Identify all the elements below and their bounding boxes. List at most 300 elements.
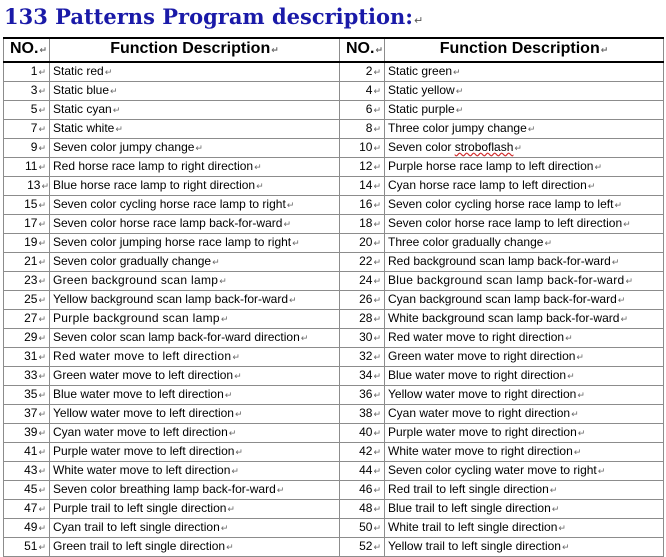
pattern-number-cell [4,158,50,177]
pattern-description-cell [385,272,664,291]
pattern-number: 14 [359,178,373,192]
pattern-description: Seven color gradually change [53,254,212,268]
pattern-number: 50 [359,520,373,534]
paragraph-mark-icon: ↵ [38,239,46,249]
paragraph-mark-icon: ↵ [283,220,291,230]
table-row [4,367,664,386]
paragraph-mark-icon: ↵ [38,144,46,154]
paragraph-mark-icon: ↵ [38,486,46,496]
table-row [4,386,664,405]
pattern-description-cell [50,101,340,120]
pattern-description: Seven color jumping horse race lamp to right [53,235,292,249]
paragraph-mark-icon: ↵ [220,524,229,534]
pattern-number: 10 [359,140,373,154]
pattern-number-cell [340,253,385,272]
pattern-description: Green water move to right direction [388,349,576,363]
pattern-number-cell [4,215,50,234]
pattern-description-cell [50,481,340,500]
title-text: 133 Patterns Program description: [4,4,414,29]
pattern-number-cell [340,234,385,253]
pattern-description-cell [385,367,664,386]
pattern-number: 51 [24,539,38,553]
pattern-number: 30 [359,330,373,344]
paragraph-mark-icon: ↵ [38,87,46,97]
pattern-number-cell [4,367,50,386]
pattern-number-cell [4,443,50,462]
pattern-description: Purple water move to right direction [388,425,577,439]
pattern-description-cell [50,82,340,101]
pattern-number: 3 [30,83,38,97]
pattern-number-cell [4,82,50,101]
paragraph-mark-icon: ↵ [561,543,570,553]
paragraph-mark-icon: ↵ [623,220,631,230]
paragraph-mark-icon: ↵ [195,144,203,154]
pattern-number-cell [4,329,50,348]
pattern-number: 1 [30,64,38,78]
pattern-description: White water move to left direction [53,463,231,477]
pattern-number-cell [340,101,385,120]
pattern-description: Yellow water move to right direction [388,387,577,401]
pattern-number: 15 [24,197,38,211]
pattern-description-cell [385,519,664,538]
pattern-description: Blue background scan lamp back-for-ward [388,273,625,287]
paragraph-mark-icon: ↵ [373,467,381,477]
paragraph-mark-icon: ↵ [455,106,464,116]
paragraph-mark-icon: ↵ [375,46,383,56]
paragraph-mark-icon: ↵ [414,14,424,27]
pattern-number: 36 [359,387,373,401]
paragraph-mark-icon: ↵ [373,87,381,97]
pattern-description-cell [385,139,664,158]
pattern-description-cell [50,405,340,424]
pattern-number-cell [4,196,50,215]
pattern-description-cell [50,443,340,462]
paragraph-mark-icon: ↵ [373,144,381,154]
paragraph-mark-icon: ↵ [38,505,46,515]
paragraph-mark-icon: ↵ [614,201,622,211]
paragraph-mark-icon: ↵ [373,372,381,382]
paragraph-mark-icon: ↵ [558,524,566,534]
paragraph-mark-icon: ↵ [38,296,46,306]
pattern-description-cell [385,253,664,272]
pattern-description: Seven color scan lamp back-for-ward direction [53,330,300,344]
table-row [4,310,664,329]
paragraph-mark-icon: ↵ [565,334,573,344]
pattern-description-cell [385,538,664,557]
paragraph-mark-icon: ↵ [234,410,243,420]
paragraph-mark-icon: ↵ [227,505,235,515]
pattern-number-cell [340,82,385,101]
pattern-description: Green water move to left direction [53,368,234,382]
pattern-number-cell [4,291,50,310]
pattern-number: 9 [30,140,38,154]
pattern-description-cell [385,462,664,481]
pattern-description: Red water move to right direction [388,330,565,344]
paragraph-mark-icon: ↵ [38,448,46,458]
pattern-description: Purple water move to left direction [53,444,235,458]
table-row [4,234,664,253]
pattern-number-cell [340,424,385,443]
paragraph-mark-icon: ↵ [38,372,46,382]
paragraph-mark-icon: ↵ [551,505,560,515]
pattern-number: 47 [24,501,38,515]
pattern-number-cell [4,62,50,82]
pattern-description-cell [50,424,340,443]
paragraph-mark-icon: ↵ [544,239,552,249]
pattern-number-cell [340,215,385,234]
paragraph-mark-icon: ↵ [573,448,582,458]
pattern-description-cell [50,139,340,158]
pattern-number: 52 [359,539,373,553]
pattern-description-cell [385,348,664,367]
pattern-description: Three color jumpy change [388,121,527,135]
pattern-number: 27 [24,311,38,325]
pattern-description: Static yellow [388,83,455,97]
paragraph-mark-icon: ↵ [625,277,634,287]
pattern-description-cell [50,367,340,386]
pattern-number: 49 [24,520,38,534]
pattern-description-cell [50,234,340,253]
paragraph-mark-icon: ↵ [38,543,46,553]
pattern-number: 41 [24,444,38,458]
pattern-description: Static cyan [53,102,112,116]
pattern-description: Seven color jumpy change [53,140,195,154]
pattern-number: 35 [24,387,38,401]
paragraph-mark-icon: ↵ [228,429,237,439]
pattern-number-cell [340,348,385,367]
pattern-number: 2 [365,64,373,78]
pattern-number: 12 [359,159,373,173]
pattern-number: 11 [24,159,38,173]
paragraph-mark-icon: ↵ [577,429,586,439]
pattern-number: 32 [359,349,373,363]
paragraph-mark-icon: ↵ [38,353,46,363]
pattern-number-cell [4,424,50,443]
pattern-description: Cyan trail to left single direction [53,520,220,534]
paragraph-mark-icon: ↵ [39,46,47,56]
paragraph-mark-icon: ↵ [38,391,46,401]
pattern-description: Static blue [53,83,110,97]
pattern-number-cell [340,500,385,519]
pattern-description-cell [385,443,664,462]
paragraph-mark-icon: ↵ [373,239,381,249]
paragraph-mark-icon: ↵ [38,68,46,78]
paragraph-mark-icon: ↵ [38,334,46,344]
paragraph-mark-icon: ↵ [289,296,297,306]
pattern-description: Seven color breathing lamp back-for-ward [53,482,276,496]
paragraph-mark-icon: ↵ [373,391,381,401]
table-row [4,538,664,557]
paragraph-mark-icon: ↵ [453,68,461,78]
table-row [4,82,664,101]
paragraph-mark-icon: ↵ [373,448,381,458]
pattern-number-cell [4,348,50,367]
table-body [4,62,664,557]
pattern-number: 26 [359,292,373,306]
table-row [4,215,664,234]
pattern-description: Blue horse race lamp to right direction [53,178,256,192]
pattern-description-cell [385,196,664,215]
paragraph-mark-icon: ↵ [232,353,241,363]
table-row [4,519,664,538]
paragraph-mark-icon: ↵ [38,258,46,268]
paragraph-mark-icon: ↵ [620,315,628,325]
pattern-description-cell [385,424,664,443]
pattern-description-cell [50,196,340,215]
pattern-description-cell [50,291,340,310]
pattern-description: White water move to right direction [388,444,573,458]
pattern-description-cell [385,62,664,82]
pattern-number-cell [4,519,50,538]
pattern-description-cell [50,177,340,196]
paragraph-mark-icon: ↵ [38,125,46,135]
pattern-description-cell [385,329,664,348]
paragraph-mark-icon: ↵ [373,353,381,363]
pattern-number: 13 [27,178,41,192]
paragraph-mark-icon: ↵ [41,182,49,192]
paragraph-mark-icon: ↵ [224,391,233,401]
header-function-left: Function Description↵ [50,38,340,62]
paragraph-mark-icon: ↵ [38,220,46,230]
pattern-description: Red background scan lamp back-for-ward [388,254,611,268]
pattern-number-cell [4,234,50,253]
pattern-number: 28 [359,311,373,325]
pattern-number-cell [4,177,50,196]
pattern-description: Static red [53,64,104,78]
pattern-description: Cyan water move to right direction [388,406,571,420]
pattern-number-cell [4,272,50,291]
paragraph-mark-icon: ↵ [577,391,585,401]
paragraph-mark-icon: ↵ [271,46,279,56]
pattern-number-cell [4,462,50,481]
paragraph-mark-icon: ↵ [373,258,381,268]
pattern-number-cell [4,500,50,519]
paragraph-mark-icon: ↵ [600,46,609,56]
pattern-description-cell [50,538,340,557]
paragraph-mark-icon: ↵ [38,410,46,420]
paragraph-mark-icon: ↵ [373,163,381,173]
pattern-description-cell [385,177,664,196]
pattern-number-cell [4,139,50,158]
pattern-description: Red horse race lamp to right direction [53,159,254,173]
paragraph-mark-icon: ↵ [594,163,602,173]
paragraph-mark-icon: ↵ [300,334,309,344]
pattern-description-cell [385,234,664,253]
pattern-description-cell [385,405,664,424]
pattern-number-cell [340,386,385,405]
pattern-number-cell [340,538,385,557]
pattern-description-cell [50,310,340,329]
header-no-left: NO.↵ [4,38,50,62]
pattern-description: Purple trail to left single direction [53,501,227,515]
pattern-number: 8 [365,121,373,135]
paragraph-mark-icon: ↵ [373,182,381,192]
pattern-number-cell [340,62,385,82]
pattern-number: 29 [24,330,38,344]
pattern-description: Red water move to left direction [53,349,232,363]
paragraph-mark-icon: ↵ [373,334,381,344]
pattern-number: 48 [359,501,373,515]
pattern-description: Red trail to left single direction [388,482,549,496]
paragraph-mark-icon: ↵ [220,315,229,325]
paragraph-mark-icon: ↵ [373,410,381,420]
table-row [4,139,664,158]
pattern-description-cell [50,348,340,367]
paragraph-mark-icon: ↵ [104,68,113,78]
pattern-number: 45 [24,482,38,496]
table-row [4,348,664,367]
pattern-number: 7 [30,121,38,135]
table-row [4,158,664,177]
paragraph-mark-icon: ↵ [617,296,626,306]
pattern-description-cell [50,253,340,272]
paragraph-mark-icon: ↵ [110,87,118,97]
pattern-number-cell [340,329,385,348]
table-row [4,101,664,120]
paragraph-mark-icon: ↵ [611,258,620,268]
pattern-number-cell [340,405,385,424]
paragraph-mark-icon: ↵ [597,467,606,477]
table-row [4,253,664,272]
pattern-number: 20 [359,235,373,249]
table-row [4,291,664,310]
paragraph-mark-icon: ↵ [38,467,46,477]
table-row [4,272,664,291]
paragraph-mark-icon: ↵ [571,410,579,420]
pattern-number: 21 [24,254,38,268]
pattern-number-cell [340,158,385,177]
pattern-number: 17 [24,216,38,230]
pattern-number: 4 [365,83,373,97]
pattern-description: Yellow trail to left single direction [388,539,561,553]
paragraph-mark-icon: ↵ [576,353,584,363]
pattern-description: White trail to left single direction [388,520,558,534]
paragraph-mark-icon: ↵ [549,486,558,496]
paragraph-mark-icon: ↵ [256,182,264,192]
table-row [4,481,664,500]
pattern-description-cell [385,215,664,234]
table-row [4,62,664,82]
pattern-number: 16 [359,197,373,211]
pattern-description: Cyan water move to left direction [53,425,228,439]
pattern-number-cell [340,519,385,538]
pattern-description-cell [385,158,664,177]
pattern-description-cell [385,82,664,101]
pattern-description: Cyan horse race lamp to left direction [388,178,587,192]
paragraph-mark-icon: ↵ [455,87,464,97]
header-no-right: NO.↵ [340,38,385,62]
pattern-description: Yellow water move to left direction [53,406,234,420]
paragraph-mark-icon: ↵ [373,315,381,325]
pattern-description-cell [385,101,664,120]
pattern-description: Seven color cycling horse race lamp to left [388,197,614,211]
pattern-description: Seven color horse race lamp back-for-ward [53,216,283,230]
pattern-number: 44 [359,463,373,477]
table-row [4,500,664,519]
paragraph-mark-icon: ↵ [38,315,46,325]
pattern-number-cell [4,386,50,405]
pattern-number: 19 [24,235,38,249]
pattern-description: Seven color cycling horse race lamp to right [53,197,286,211]
document-title [4,2,423,32]
pattern-description: Yellow background scan lamp back-for-ward [53,292,289,306]
pattern-number: 24 [359,273,373,287]
paragraph-mark-icon: ↵ [292,239,300,249]
pattern-description: Static green [388,64,453,78]
pattern-number-cell [340,272,385,291]
paragraph-mark-icon: ↵ [254,163,262,173]
paragraph-mark-icon: ↵ [38,163,46,173]
paragraph-mark-icon: ↵ [231,467,239,477]
pattern-description-cell [385,481,664,500]
table-row [4,120,664,139]
paragraph-mark-icon: ↵ [38,106,46,116]
table-row [4,443,664,462]
pattern-number-cell [340,196,385,215]
pattern-description-cell [50,215,340,234]
pattern-number-cell [340,443,385,462]
pattern-number: 23 [24,273,38,287]
pattern-description: Static white [53,121,115,135]
pattern-description-cell [385,310,664,329]
pattern-number-cell [4,538,50,557]
paragraph-mark-icon: ↵ [373,68,381,78]
pattern-number-cell [4,310,50,329]
table-row [4,462,664,481]
header-function-right: Function Description↵ [385,38,664,62]
paragraph-mark-icon: ↵ [373,505,381,515]
pattern-description-cell [50,62,340,82]
paragraph-mark-icon: ↵ [373,486,381,496]
paragraph-mark-icon: ↵ [115,125,123,135]
pattern-number-cell [340,120,385,139]
pattern-number-cell [4,120,50,139]
pattern-description-cell [385,500,664,519]
pattern-description-cell [50,500,340,519]
paragraph-mark-icon: ↵ [212,258,220,268]
paragraph-mark-icon: ↵ [235,448,243,458]
paragraph-mark-icon: ↵ [38,201,46,211]
paragraph-mark-icon: ↵ [286,201,295,211]
paragraph-mark-icon: ↵ [514,144,522,154]
pattern-description-cell [50,386,340,405]
pattern-number-cell [340,310,385,329]
pattern-description-cell [50,272,340,291]
pattern-number: 25 [24,292,38,306]
paragraph-mark-icon: ↵ [219,277,228,287]
pattern-number: 18 [359,216,373,230]
paragraph-mark-icon: ↵ [112,106,121,116]
pattern-description-cell [50,158,340,177]
pattern-number: 33 [24,368,38,382]
pattern-number-cell [4,405,50,424]
pattern-description-cell [50,462,340,481]
paragraph-mark-icon: ↵ [373,106,381,116]
pattern-description: Three color gradually change [388,235,544,249]
paragraph-mark-icon: ↵ [38,524,46,534]
table-row [4,329,664,348]
paragraph-mark-icon: ↵ [38,429,46,439]
pattern-description-cell [50,329,340,348]
table-row [4,424,664,443]
pattern-description: Purple horse race lamp to left direction [388,159,594,173]
paragraph-mark-icon: ↵ [373,220,381,230]
paragraph-mark-icon: ↵ [373,125,381,135]
pattern-number: 43 [24,463,38,477]
paragraph-mark-icon: ↵ [587,182,596,192]
pattern-description-cell [50,519,340,538]
pattern-description: White background scan lamp back-for-ward [388,311,620,325]
